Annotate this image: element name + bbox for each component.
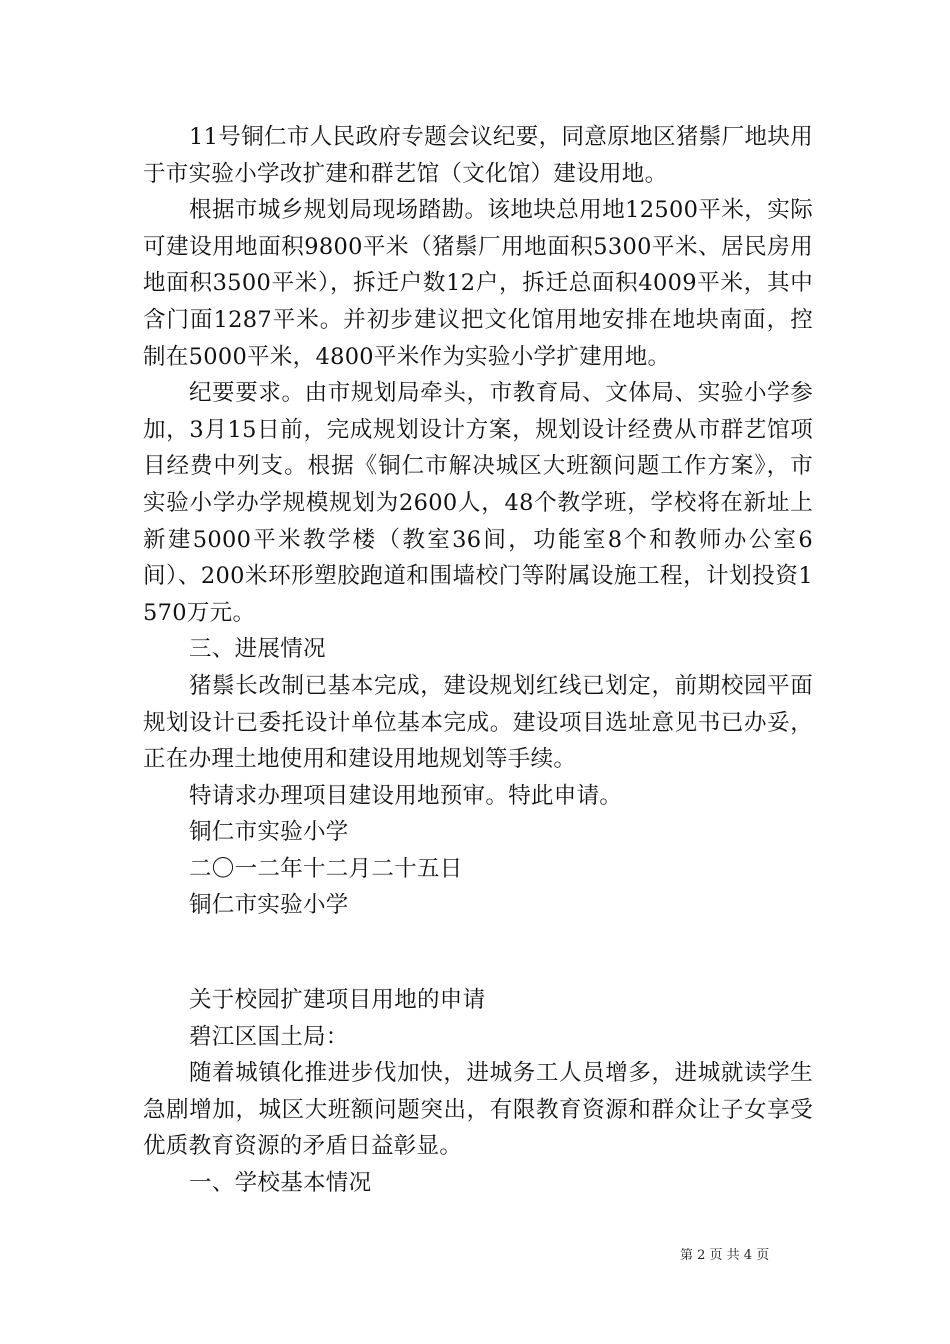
- paragraph: 11号铜仁市人民政府专题会议纪要，同意原地区猪鬃厂地块用于市实验小学改扩建和群艺馆（文化馆）建设用地。: [143, 124, 813, 187]
- document-body: [143, 119, 813, 1202]
- signature-org: 铜仁市实验小学: [189, 892, 349, 919]
- paragraph: 特请求办理项目建设用地预审。特此申请。: [189, 782, 623, 809]
- section-heading: 一、学校基本情况: [189, 1170, 372, 1197]
- page-number: 第 2 页 共 4 页: [680, 1248, 770, 1263]
- addressee: 碧江区国土局：: [189, 1023, 349, 1050]
- paragraph: 随着城镇化推进步伐加快，进城务工人员增多，进城就读学生急剧增加，城区大班额问题突出，有限教育资源和群众让子女享受优质教育资源的矛盾日益彰显。: [143, 1060, 813, 1160]
- document-title: 关于校园扩建项目用地的申请: [189, 987, 486, 1014]
- section-gap: [143, 924, 813, 982]
- section-heading: 三、进展情况: [189, 636, 326, 663]
- signature-org: 铜仁市实验小学: [189, 819, 349, 846]
- signature-date: 二〇一二年十二月二十五日: [189, 855, 463, 882]
- paragraph: 猪鬃长改制已基本完成，建设规划红线已划定，前期校园平面规划设计已委托设计单位基本完成。建设项目选址意见书已办妥，正在办理土地使用和建设用地规划等手续。: [143, 672, 813, 773]
- paragraph: 根据市城乡规划局现场踏勘。该地块总用地12500平米，实际可建设用地面积9800平米（猪鬃厂用地面积5300平米、居民房用地面积3500平米），拆迁户数12户，拆迁总面积4009平米，其中含门面1287平米。并初步建议把文化馆用地安排在地块南面，控制在5000平米，4800平米作为实验小学扩建用地。: [143, 197, 813, 370]
- paragraph: 纪要要求。由市规划局牵头，市教育局、文体局、实验小学参加，3月15日前，完成规划设计方案，规划设计经费从市群艺馆项目经费中列支。根据《铜仁市解决城区大班额问题工作方案》，市实验小学办学规模规划为2600人，48个教学班，学校将在新址上新建5000平米教学楼（教室36间，功能室8个和教师办公室6间）、200米环形塑胶跑道和围墙校门等附属设施工程，计划投资1570万元。: [143, 380, 813, 626]
